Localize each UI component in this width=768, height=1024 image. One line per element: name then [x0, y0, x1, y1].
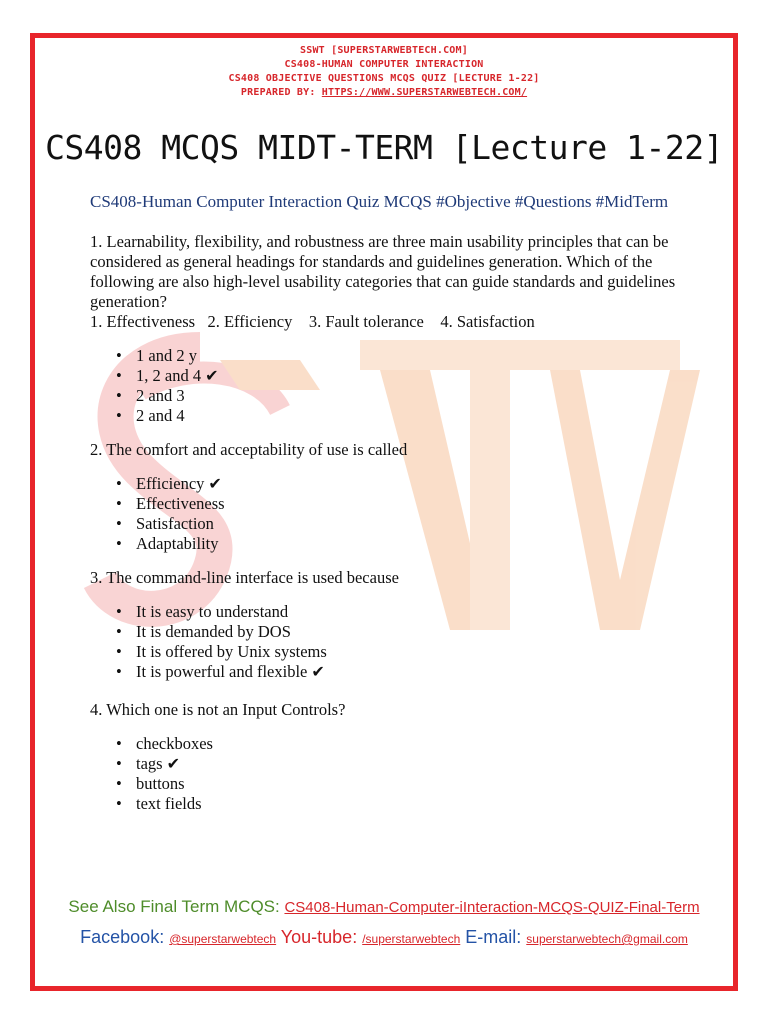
option-text: Satisfaction [136, 514, 214, 533]
bullet-dot: • [116, 602, 122, 621]
bullet-dot: • [116, 794, 122, 813]
option-text: 2 and 3 [136, 386, 185, 405]
question-2 [90, 440, 680, 554]
option-text: text fields [136, 794, 202, 813]
list-item [116, 642, 680, 662]
bullet-dot: • [116, 346, 122, 365]
bullet-dot: • [116, 474, 122, 493]
option-text: 1 and 2 y [136, 346, 197, 365]
bullet-dot: • [116, 494, 122, 513]
facebook-label: Facebook: [80, 927, 170, 947]
options-list [90, 474, 680, 554]
footer-see-also [0, 897, 768, 917]
page-header [0, 44, 768, 100]
see-also-label: See Also Final Term MCQS: [68, 897, 285, 916]
list-item [116, 774, 680, 794]
bullet-dot: • [116, 366, 122, 385]
header-line-quiz: CS408 OBJECTIVE QUESTIONS MCQS QUIZ [LECTURE 1-22] [228, 73, 540, 84]
option-text: 2 and 4 [136, 406, 185, 425]
question-extra: 1. Effectiveness 2. Efficiency 3. Fault tolerance 4. Satisfaction [90, 312, 535, 331]
list-item [116, 514, 680, 534]
list-item [116, 622, 680, 642]
page-title: CS408 MCQS MIDT-TERM [Lecture 1-22] [45, 128, 723, 167]
list-item [116, 754, 680, 774]
prepared-by-link[interactable]: HTTPS://WWW.SUPERSTARWEBTECH.COM/ [321, 87, 528, 98]
bullet-dot: • [116, 534, 122, 553]
option-text: checkboxes [136, 734, 213, 753]
check-mark-icon: ✔ [166, 754, 180, 773]
youtube-link[interactable]: /superstarwebtech [362, 932, 461, 946]
bullet-dot: • [116, 622, 122, 641]
youtube-label: You-tube: [276, 927, 363, 947]
options-list [90, 734, 680, 814]
list-item [116, 474, 680, 494]
question-text: 1. Learnability, flexibility, and robustness are three main usability principles that can be considered as general headings for standards and guidelines generation. Which of the following are also high-level usability categories that can guide standards and guidelines generation? [90, 232, 676, 311]
option-text: 1, 2 and 4 [136, 366, 202, 385]
bullet-dot: • [116, 734, 122, 753]
page-subtitle: CS408-Human Computer Interaction Quiz MCQS #Objective #Questions #MidTerm [90, 192, 669, 211]
bullet-dot: • [116, 406, 122, 425]
facebook-link[interactable]: @superstarwebtech [169, 932, 277, 946]
header-line-course: CS408-HUMAN COMPUTER INTERACTION [284, 59, 484, 70]
option-text: Adaptability [136, 534, 219, 553]
option-text: Efficiency [136, 474, 205, 493]
list-item [116, 602, 680, 622]
list-item [116, 386, 680, 406]
header-line-prepared [0, 86, 768, 100]
option-text: It is powerful and flexible [136, 662, 308, 681]
option-text: It is offered by Unix systems [136, 642, 327, 661]
check-mark-icon: ✔ [208, 474, 222, 493]
list-item [116, 734, 680, 754]
email-label: E-mail: [460, 927, 527, 947]
list-item [116, 346, 680, 366]
question-4 [90, 700, 680, 814]
bullet-dot: • [116, 642, 122, 661]
check-mark-icon: ✔ [205, 366, 219, 385]
prepared-by-label: PREPARED BY: [240, 87, 322, 98]
bullet-dot: • [116, 386, 122, 405]
question-1 [90, 232, 680, 426]
bullet-dot: • [116, 774, 122, 793]
email-link[interactable]: superstarwebtech@gmail.com [526, 932, 688, 946]
final-term-link[interactable]: CS408-Human-Computer-iInteraction-MCQS-QUIZ-Final-Term [284, 899, 700, 916]
option-text: tags [136, 754, 163, 773]
option-text: buttons [136, 774, 185, 793]
option-text: Effectiveness [136, 494, 225, 513]
bullet-dot: • [116, 662, 122, 681]
options-list [90, 602, 680, 682]
question-text: 4. Which one is not an Input Controls? [90, 700, 346, 719]
question-3 [90, 568, 680, 682]
list-item [116, 794, 680, 814]
list-item [116, 534, 680, 554]
option-text: It is demanded by DOS [136, 622, 291, 641]
option-text: It is easy to understand [136, 602, 289, 621]
footer-contacts [0, 927, 768, 948]
question-text: 3. The command-line interface is used because [90, 568, 399, 587]
bullet-dot: • [116, 514, 122, 533]
check-mark-icon: ✔ [311, 662, 325, 681]
list-item [116, 662, 680, 682]
list-item [116, 366, 680, 386]
list-item [116, 406, 680, 426]
list-item [116, 494, 680, 514]
bullet-dot: • [116, 754, 122, 773]
questions-list [90, 232, 680, 828]
options-list [90, 346, 680, 426]
header-line-site: SSWT [SUPERSTARWEBTECH.COM] [300, 45, 468, 56]
question-text: 2. The comfort and acceptability of use is called [90, 440, 408, 459]
